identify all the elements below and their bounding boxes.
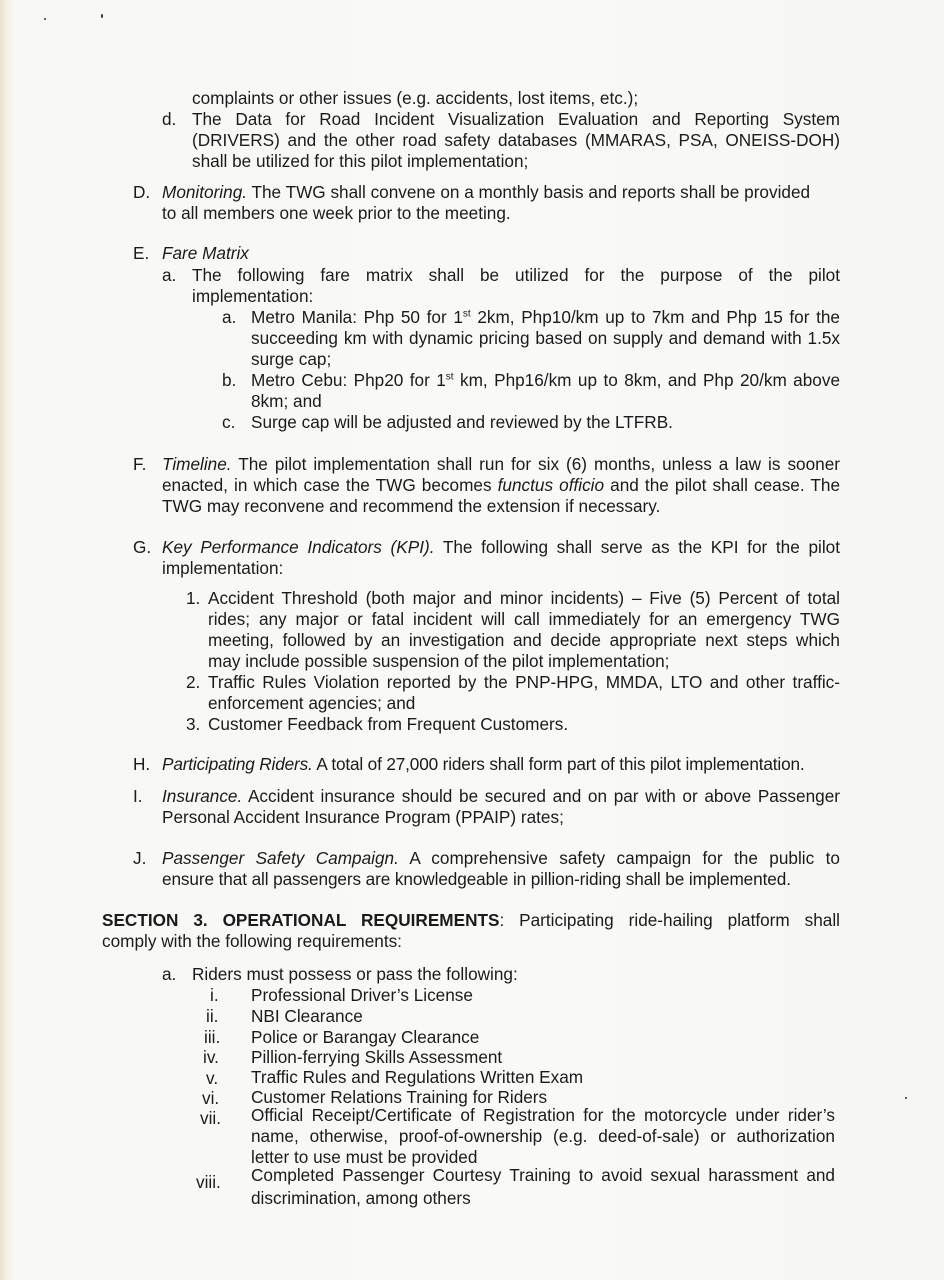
section-G-title: Key Performance Indicators (KPI). — [162, 537, 435, 557]
kpi-item-line: may include possible suspension of the pilot implementation; — [208, 651, 670, 671]
section-D-line: Monitoring. The TWG shall convene on a monthly basis and reports shall be provided — [162, 182, 811, 202]
kpi-item-line: Traffic Rules Violation reported by the PNP-HPG, MMDA, LTO and other traffic- — [208, 672, 840, 692]
kpi-item-line: Customer Feedback from Frequent Customers. — [208, 714, 569, 734]
section-D-label: D. — [133, 182, 151, 202]
section-I-line: Personal Accident Insurance Program (PPAIP) rates; — [162, 807, 564, 827]
item-c-continuation: complaints or other issues (e.g. accidents, lost items, etc.); — [192, 88, 639, 108]
requirement-num: ii. — [206, 1006, 219, 1026]
section-G-label: G. — [133, 537, 152, 557]
scan-speck — [44, 18, 46, 20]
requirement-text: discrimination, among others — [251, 1188, 471, 1208]
section-D-title: Monitoring. — [162, 182, 248, 202]
section-F-label: F. — [133, 454, 147, 474]
requirement-text: letter to use must be provided — [251, 1147, 478, 1167]
requirement-text: Police or Barangay Clearance — [251, 1027, 480, 1047]
section-E-title: Fare Matrix — [162, 243, 249, 263]
kpi-item-label: 1. — [186, 588, 201, 608]
requirement-num: v. — [206, 1068, 219, 1088]
section-J-line: Passenger Safety Campaign. A comprehensive safety campaign for the public to — [162, 848, 840, 868]
section-G-line: implementation: — [162, 558, 284, 578]
requirement-text: Completed Passenger Courtesy Training to avoid sexual harassment and — [251, 1165, 835, 1185]
requirements-a-label: a. — [162, 964, 177, 984]
section3-line: SECTION 3. OPERATIONAL REQUIREMENTS: Participating ride-hailing platform shall — [102, 910, 840, 930]
section3-heading: SECTION 3. OPERATIONAL REQUIREMENTS — [102, 910, 500, 930]
fare-item-manila-line: Metro Manila: Php 50 for 1st 2km, Php10/km up to 7km and Php 15 for the — [251, 307, 840, 327]
section-D-line: to all members one week prior to the meeting. — [162, 203, 511, 223]
section-E-label: E. — [133, 243, 150, 263]
requirements-a-text: Riders must possess or pass the following: — [192, 964, 518, 984]
item-d-line: shall be utilized for this pilot implementation; — [192, 151, 529, 171]
fare-a-label: a. — [162, 265, 177, 285]
kpi-item-label: 2. — [186, 672, 201, 692]
kpi-item-line: rides; any major or fatal incident will call immediately for an emergency TWG — [208, 609, 840, 629]
requirement-num: i. — [210, 985, 219, 1005]
requirement-num: iv. — [203, 1047, 219, 1067]
fare-item-manila-line: succeeding km with dynamic pricing based on supply and demand with 1.5x — [251, 328, 840, 348]
fare-a-line: implementation: — [192, 286, 314, 306]
section-I-label: I. — [133, 786, 143, 806]
fare-item-label: a. — [222, 307, 237, 327]
section-G-line: Key Performance Indicators (KPI). The following shall serve as the KPI for the pilot — [162, 537, 840, 557]
section-J-line: ensure that all passengers are knowledgeable in pillion-riding shall be implemented. — [162, 869, 791, 889]
requirement-num: viii. — [196, 1172, 221, 1192]
fare-item-cebu-line: Metro Cebu: Php20 for 1st km, Php16/km up to 8km, and Php 20/km above — [251, 370, 841, 390]
section-I-title: Insurance. — [162, 786, 243, 806]
scan-speck — [905, 1097, 907, 1099]
requirement-text: Pillion-ferrying Skills Assessment — [251, 1047, 503, 1067]
fare-item-manila-line: surge cap; — [251, 349, 332, 369]
requirement-text: Traffic Rules and Regulations Written Exam — [251, 1067, 584, 1087]
item-d-line: The Data for Road Incident Visualization Evaluation and Reporting System — [192, 109, 840, 129]
requirement-text: Customer Relations Training for Riders — [251, 1087, 548, 1107]
item-d-label: d. — [162, 109, 177, 129]
fare-item-cebu-line: 8km; and — [251, 391, 322, 411]
section-F-title: Timeline. — [162, 454, 232, 474]
requirement-num: iii. — [204, 1027, 221, 1047]
kpi-item-line: Accident Threshold (both major and minor incidents) – Five (5) Percent of total — [208, 588, 840, 608]
section-F-line: TWG may reconvene and recommend the extension if necessary. — [162, 496, 661, 516]
fare-item-label: b. — [222, 370, 237, 390]
section3-line: comply with the following requirements: — [102, 931, 402, 951]
section-I-line: Insurance. Accident insurance should be secured and on par with or above Passenger — [162, 786, 840, 806]
requirement-text: NBI Clearance — [251, 1006, 363, 1026]
fare-item-surge-line: Surge cap will be adjusted and reviewed by the LTFRB. — [251, 412, 673, 432]
requirement-num: vi. — [202, 1088, 220, 1108]
section-J-title: Passenger Safety Campaign. — [162, 848, 399, 868]
section-H-title: Participating Riders. — [162, 754, 313, 774]
item-d-line: (DRIVERS) and the other road safety databases (MMARAS, PSA, ONEISS-DOH) — [192, 130, 840, 150]
section-F-line: enacted, in which case the TWG becomes functus officio and the pilot shall cease. The — [162, 475, 841, 495]
fare-a-line: The following fare matrix shall be utilized for the purpose of the pilot — [192, 265, 840, 285]
requirement-num: vii. — [200, 1108, 222, 1128]
section-H-line: Participating Riders. A total of 27,000 riders shall form part of this pilot implementation. — [162, 754, 805, 774]
section-H-label: H. — [133, 754, 151, 774]
kpi-item-line: meeting, followed by an investigation and decide appropriate next steps which — [208, 630, 840, 650]
section-J-label: J. — [133, 848, 147, 868]
kpi-item-line: enforcement agencies; and — [208, 693, 416, 713]
scan-speck — [101, 14, 103, 18]
requirement-text: name, otherwise, proof-of-ownership (e.g. deed-of-sale) or authorization — [251, 1126, 835, 1146]
fare-item-label: c. — [222, 412, 236, 432]
requirement-text: Official Receipt/Certificate of Registration for the motorcycle under rider’s — [251, 1105, 835, 1125]
section-F-line: Timeline. The pilot implementation shall run for six (6) months, unless a law is sooner — [162, 454, 840, 474]
kpi-item-label: 3. — [186, 714, 201, 734]
requirement-text: Professional Driver’s License — [251, 985, 473, 1005]
